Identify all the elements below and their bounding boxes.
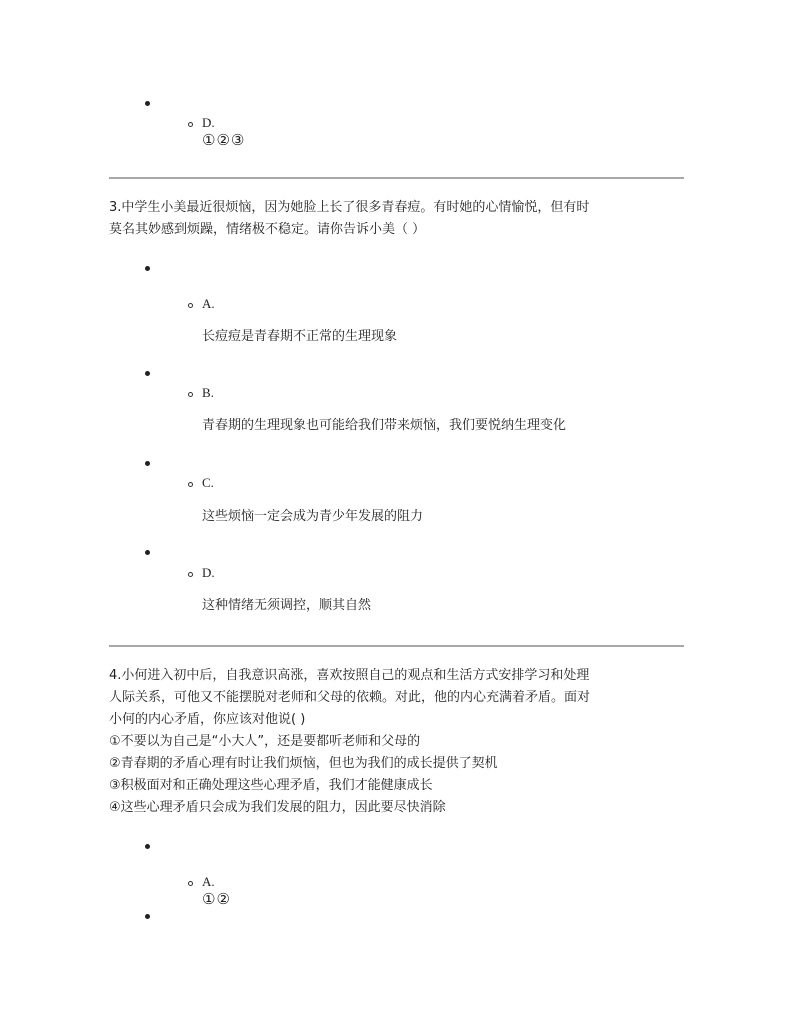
option-text[interactable]: ①② xyxy=(202,890,231,908)
stem-line: ④这些心理矛盾只会成为我们发展的阻力，因此要尽快消除 xyxy=(109,800,446,815)
list-bullet xyxy=(145,371,150,376)
divider xyxy=(109,645,684,647)
option-text[interactable]: 这种情绪无须调控，顺其自然 xyxy=(202,598,372,613)
stem-line: 人际关系，可他又不能摆脱对老师和父母的依赖。对此，他的内心充满着矛盾。面对 xyxy=(109,690,591,705)
option-letter[interactable]: D. xyxy=(202,565,215,580)
sublist-circle xyxy=(188,303,193,308)
stem-line: ②青春期的矛盾心理有时让我们烦恼，但也为我们的成长提供了契机 xyxy=(109,756,498,771)
sublist-circle xyxy=(188,572,193,577)
list-bullet xyxy=(145,550,150,555)
sublist-circle xyxy=(188,482,193,487)
option-text[interactable]: ①②③ xyxy=(202,131,246,149)
option-letter[interactable]: D. xyxy=(202,115,215,130)
option-letter[interactable]: B. xyxy=(202,385,214,400)
stem-line: ①不要以为自己是“小大人”，还是要都听老师和父母的 xyxy=(109,734,421,749)
stem-line: 莫名其妙感到烦躁，情绪极不稳定。请你告诉小美（ ） xyxy=(109,222,426,237)
question-4-stem xyxy=(109,665,689,819)
option-text[interactable]: 青春期的生理现象也可能给我们带来烦恼，我们要悦纳生理变化 xyxy=(202,418,567,433)
list-bullet xyxy=(145,101,150,106)
list-bullet xyxy=(145,461,150,466)
option-text[interactable]: 这些烦恼一定会成为青少年发展的阻力 xyxy=(202,509,424,524)
option-text[interactable]: 长痘痘是青春期不正常的生理现象 xyxy=(202,329,398,344)
sublist-circle xyxy=(188,122,193,127)
stem-line: ③积极面对和正确处理这些心理矛盾，我们才能健康成长 xyxy=(109,778,433,793)
stem-line: 4.小何进入初中后，自我意识高涨，喜欢按照自己的观点和生活方式安排学习和处理 xyxy=(109,668,590,683)
option-letter[interactable]: A. xyxy=(202,296,215,311)
option-letter[interactable]: A. xyxy=(202,874,215,889)
list-bullet xyxy=(145,266,150,271)
stem-line: 小何的内心矛盾，你应该对他说( ) xyxy=(109,712,306,727)
list-bullet xyxy=(145,844,150,849)
list-bullet xyxy=(145,914,150,919)
stem-line: 3.中学生小美最近很烦恼，因为她脸上长了很多青春痘。有时她的心情愉悦，但有时 xyxy=(109,200,590,215)
sublist-circle xyxy=(188,392,193,397)
sublist-circle xyxy=(188,881,193,886)
divider xyxy=(109,177,684,179)
question-3-stem xyxy=(109,197,689,241)
option-letter[interactable]: C. xyxy=(202,475,214,490)
